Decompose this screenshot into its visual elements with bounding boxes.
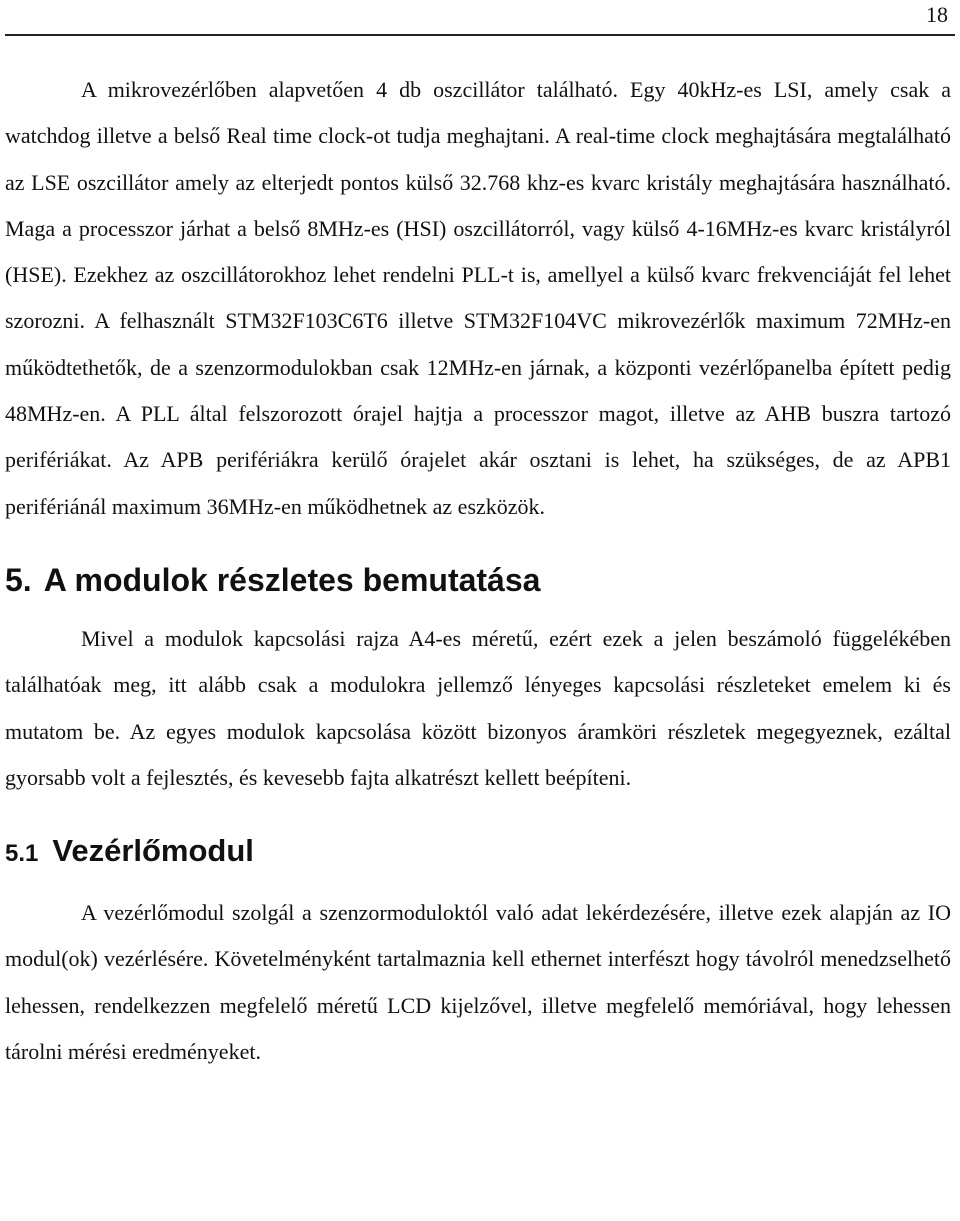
paragraph-oscillators: A mikrovezérlőben alapvetően 4 db oszcillátor található. Egy 40kHz-es LSI, amely csak a watchdog illetve a belső Real time clock-ot tudja meghajtani. A real-time clock meghajtására megtalálható az LSE oszcillátor amely az elterjedt pontos külső 32.768 khz-es kvarc kristály meghajtására használható. Maga a processzor járhat a belső 8MHz-es (HSI) oszcillátorról, vagy külső 4-16MHz-es kvarc kristályról (HSE). Ezekhez az oszcillátorokhoz lehet rendelni PLL-t is, amellyel a külső kvarc frekvenciáját fel lehet szorozni. A felhasznált STM32F103C6T6 illetve STM32F104VC mikrovezérlők maximum 72MHz-en működtethetők, de a szenzormodulokban csak 12MHz-en járnak, a központi vezérlőpanelba épített pedig 48MHz-en. A PLL által felszorozott órajel hajtja a processzor magot, illetve az AHB buszra tartozó perifériákat. Az APB perifériákra kerülő órajelet akár osztani is lehet, ha szükséges, de az APB1 perifériánál maximum 36MHz-en működhetnek az eszközök.: [5, 77, 951, 519]
header-rule: [5, 34, 955, 36]
section-heading-5-1: [5, 831, 951, 874]
page-number: 18: [926, 2, 948, 27]
section-title: A modulok részletes bemutatása: [43, 561, 541, 598]
paragraph-controller-module: A vezérlőmodul szolgál a szenzormoduloktól való adat lekérdezésére, illetve ezek alapján az IO modul(ok) vezérlésére. Követelményként tartalmaznia kell ethernet interfészt hogy távolról menedzselhető lehessen, rendelkezzen megfelelő méretű LCD kijelzővel, illetve megfelelő memóriával, hogy lehessen tárolni mérési eredményeket.: [5, 900, 951, 1065]
subsection-number: 5.1: [5, 840, 39, 868]
section-number: 5.: [5, 561, 32, 598]
subsection-title: Vezérlőmodul: [52, 833, 254, 869]
paragraph-modules-intro: Mivel a modulok kapcsolási rajza A4-es méretű, ezért ezek a jelen beszámoló függelékében találhatóak meg, itt alább csak a modulokra jellemző lényeges kapcsolási részleteket emelem ki és mutatom be. Az egyes modulok kapcsolása között bizonyos áramköri részletek megegyeznek, ezáltal gyorsabb volt a fejlesztés, és kevesebb fajta alkatrészt kellett beépíteni.: [5, 625, 951, 790]
page-content: [5, 67, 951, 1075]
section-heading-5: [5, 560, 951, 600]
